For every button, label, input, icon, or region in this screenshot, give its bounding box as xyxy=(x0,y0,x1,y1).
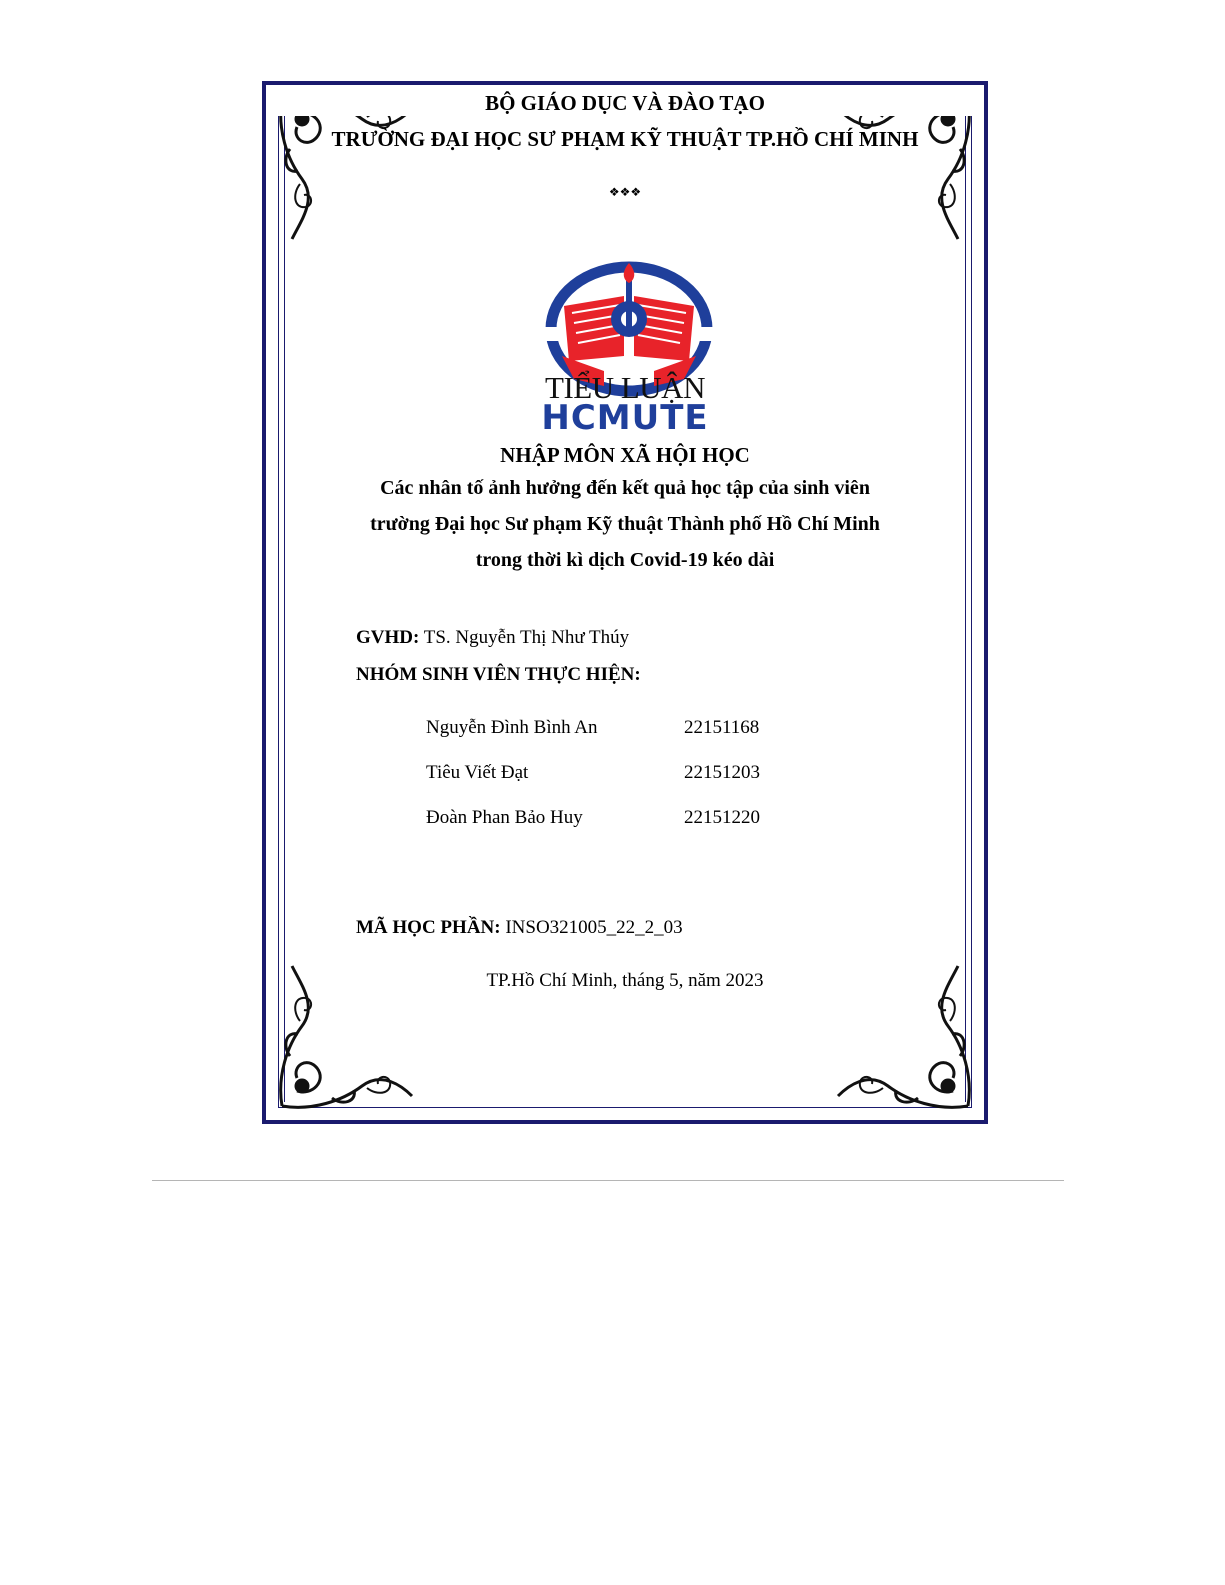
course-code-value: INSO321005_22_2_03 xyxy=(505,917,683,938)
course-code-line xyxy=(356,917,683,939)
supervisor-label: GVHD: xyxy=(356,627,420,648)
logo-brand: HCMUTE xyxy=(541,398,709,438)
course-title-line-3: trong thời kì dịch Covid-19 kéo dài xyxy=(475,549,775,571)
inner-border-double xyxy=(284,103,966,1102)
decorative-symbols: ❖❖❖ xyxy=(608,185,642,199)
report-type: TIỂU LUẬN xyxy=(545,370,705,405)
member-name: Đoàn Phan Bảo Huy xyxy=(426,807,583,828)
course-subject: NHẬP MÔN XÃ HỘI HỌC xyxy=(500,443,750,467)
member-id: 22151203 xyxy=(684,762,760,783)
place-date: TP.Hồ Chí Minh, tháng 5, năm 2023 xyxy=(486,970,764,991)
cover-page xyxy=(262,81,988,1124)
member-name: Nguyễn Đình Bình An xyxy=(426,717,598,738)
member-id: 22151168 xyxy=(684,717,760,738)
member-name: Tiêu Viết Đạt xyxy=(426,762,529,783)
course-title-line-1: Các nhân tố ảnh hưởng đến kết quả học tập của sinh viên xyxy=(380,477,870,499)
members-heading: NHÓM SINH VIÊN THỰC HIỆN: xyxy=(356,664,641,685)
school-name: TRƯỜNG ĐẠI HỌC SƯ PHẠM KỸ THUẬT TP.HỒ CHÍ MINH xyxy=(331,127,919,151)
supervisor-name: TS. Nguyễn Thị Như Thúy xyxy=(423,627,630,648)
supervisor-line xyxy=(356,627,629,649)
course-title-line-2: trường Đại học Sư phạm Kỹ thuật Thành phố Hồ Chí Minh xyxy=(370,513,880,535)
ministry-name: BỘ GIÁO DỤC VÀ ĐÀO TẠO xyxy=(266,91,984,116)
course-code-label: MÃ HỌC PHẦN: xyxy=(356,917,501,938)
member-id: 22151220 xyxy=(684,807,760,828)
page-divider xyxy=(152,1180,1064,1181)
